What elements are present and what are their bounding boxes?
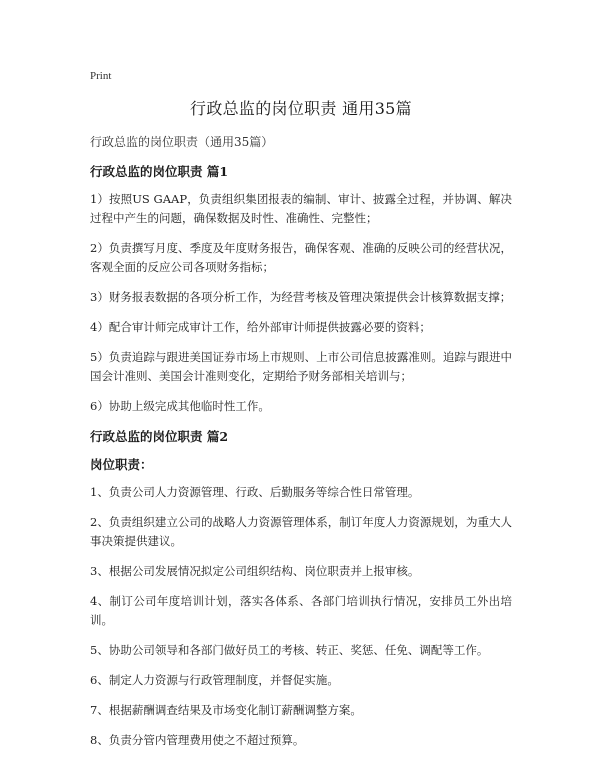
section-heading: 行政总监的岗位职责 篇1	[90, 164, 229, 179]
paragraph: 7、根据薪酬调查结果及市场变化制订薪酬调整方案。	[90, 703, 362, 717]
section-heading: 行政总监的岗位职责 篇2	[90, 429, 229, 444]
paragraph: 6）协助上级完成其他临时性工作。	[90, 399, 270, 413]
paragraph: 4、制订公司年度培训计划，落实各体系、各部门培训执行情况，安排员工外出培训。	[90, 594, 512, 627]
paragraph: 2）负责撰写月度、季度及年度财务报告，确保客观、准确的反映公司的经营状况，客观全面的反应公司各项财务指标；	[90, 241, 512, 274]
paragraph: 3）财务报表数据的各项分析工作，为经营考核及管理决策提供会计核算数据支撑；	[90, 290, 512, 304]
section-2	[90, 427, 512, 750]
paragraph: 1）按照US GAAP，负责组织集团报表的编制、审计、披露全过程，并协调、解决过程中产生的问题，确保数据及时性、准确性、完整性；	[90, 192, 512, 225]
paragraph: 8、负责分管内管理费用使之不超过预算。	[90, 733, 305, 747]
print-link[interactable]: Print	[90, 70, 112, 82]
paragraph: 5）负责追踪与跟进美国证券市场上市规则、上市公司信息披露准则。追踪与跟进中国会计准则、美国会计准则变化，定期给予财务部相关培训与；	[90, 350, 512, 383]
section-1	[90, 162, 512, 416]
paragraph: 5、协助公司领导和各部门做好员工的考核、转正、奖惩、任免、调配等工作。	[90, 643, 489, 657]
section-subheading: 岗位职责：	[90, 457, 153, 472]
document-title: 行政总监的岗位职责 通用35篇	[190, 99, 412, 118]
paragraph: 4）配合审计师完成审计工作，给外部审计师提供披露必要的资料；	[90, 320, 431, 334]
paragraph: 3、根据公司发展情况拟定公司组织结构、岗位职责并上报审核。	[90, 564, 420, 578]
paragraph: 1、负责公司人力资源管理、行政、后勤服务等综合性日常管理。	[90, 485, 420, 499]
document-subtitle: 行政总监的岗位职责（通用35篇）	[90, 135, 274, 149]
paragraph: 6、制定人力资源与行政管理制度，并督促实施。	[90, 673, 339, 687]
paragraph: 2、负责组织建立公司的战略人力资源管理体系，制订年度人力资源规划，为重大人事决策提供建议。	[90, 515, 512, 548]
